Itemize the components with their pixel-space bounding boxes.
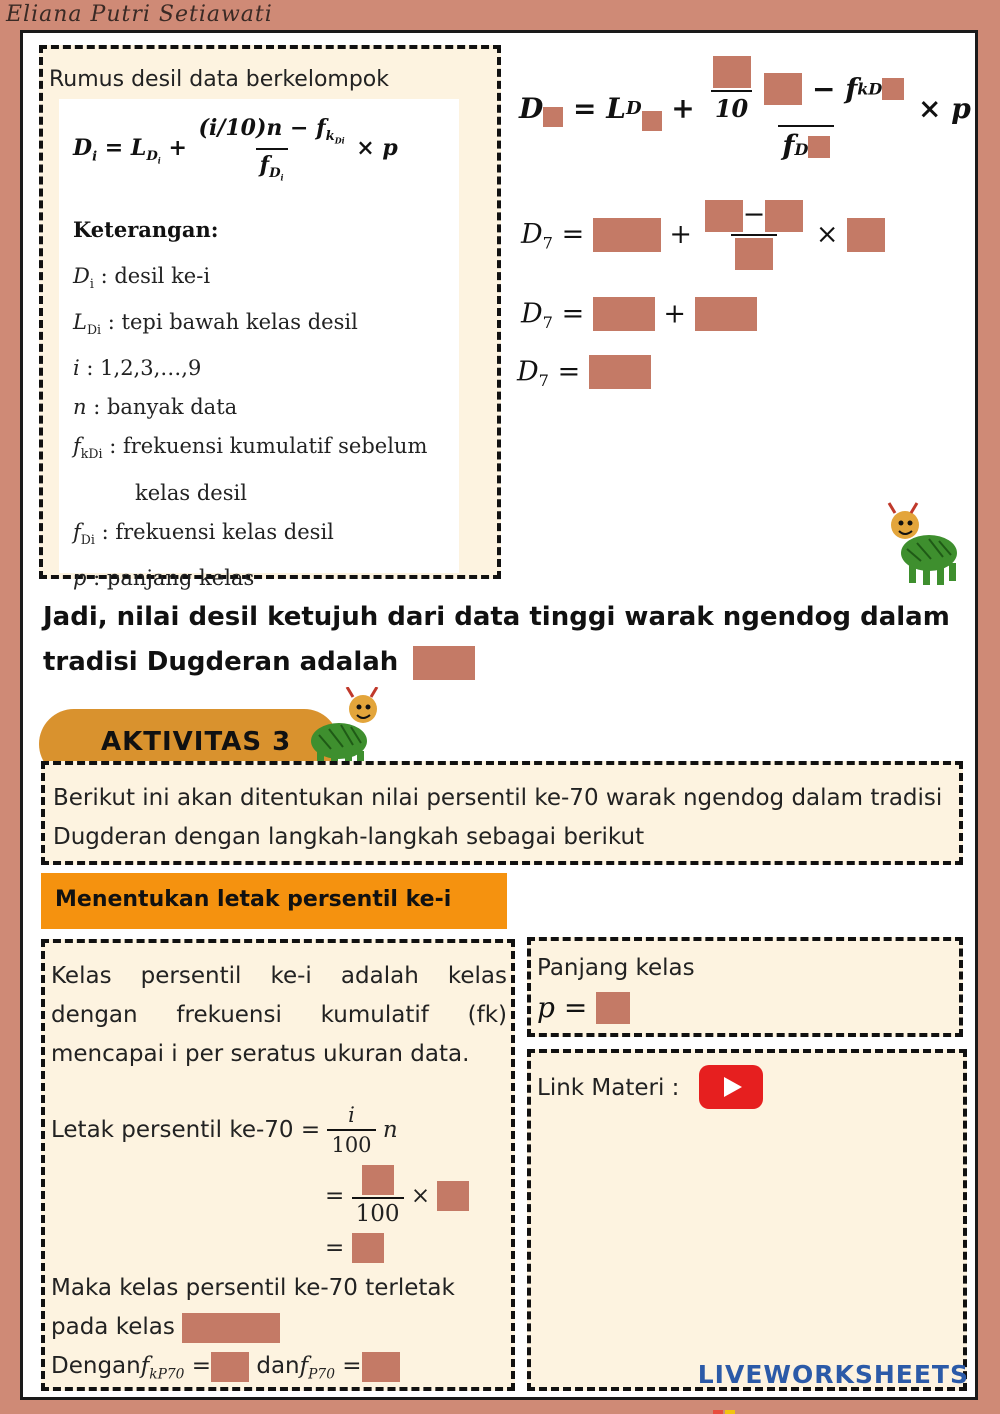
formula-card (59, 99, 459, 590)
class-length-equation: p = (537, 989, 630, 1024)
decile-general-equation: D = LD + 10 − fkD fD × p (519, 55, 971, 162)
answer-blank-n[interactable] (764, 73, 802, 105)
section-title-bar: Menentukan letak persentil ke-i (41, 873, 507, 929)
answer-blank-percentile-class[interactable] (182, 1313, 280, 1343)
activity-intro-box (41, 761, 963, 865)
percentile-location-formula: Letak persentil ke-70 = $\frac{i}{100}$ n (51, 1103, 398, 1157)
link-materi-label: Link Materi : (537, 1075, 680, 1101)
answer-blank-d7-result[interactable] (589, 355, 651, 389)
d7-sum-row: $D_7$ = + (521, 297, 757, 332)
answer-blank-cumulative-frequency[interactable] (211, 1352, 249, 1382)
answer-blank-final-decile[interactable] (413, 646, 475, 680)
answer-blank-lower-bound[interactable] (593, 218, 661, 252)
percentile-definition: Kelas persentil ke-i adalah kelas dengan frekuensi kumulatif (fk) mencapai i per seratus ukuran data. (51, 963, 507, 1067)
activity-intro-text: Berikut ini akan ditentukan nilai persentil ke-70 warak ngendog dalam tradisi Dugderan dengan langkah-langkah sebagai berikut (53, 785, 943, 850)
author-signature: Eliana Putri Setiawati (6, 2, 273, 27)
legend-item: p : panjang kelas (73, 565, 255, 590)
answer-blank-index[interactable] (642, 111, 662, 131)
answer-blank-sum-first[interactable] (593, 297, 655, 331)
youtube-icon[interactable] (699, 1065, 763, 1109)
conclusion-text: Jadi, nilai desil ketujuh dari data tinggi warak ngendog dalam tradisi Dugderan adalah (43, 595, 973, 685)
worksheet-page (20, 30, 978, 1400)
liveworksheets-logo-icon (713, 1410, 735, 1414)
formula-box (39, 45, 501, 590)
answer-blank-cumulative-frequency[interactable] (765, 200, 803, 232)
legend-item: i : 1,2,3,…,9 (73, 356, 202, 381)
answer-blank-class-length[interactable] (596, 992, 630, 1024)
answer-blank-index[interactable] (808, 136, 830, 158)
answer-blank-i[interactable] (362, 1165, 394, 1195)
decile-formula: $D_i = L_{D_i}$ + $\frac{(i/10)n - f_{k_{Di}}}{f_{D_i}}$ × p (73, 115, 398, 184)
legend-item: $f_{Di}$ : frekuensi kelas desil (73, 519, 334, 547)
percentile-class-statement: Maka kelas persentil ke-70 terletak pada kelas Denganf$_{kP70}$ = danf$_{P70}$ = (51, 1275, 455, 1383)
legend-item: $D_i$ : desil ke-i (73, 264, 211, 292)
percentile-location-box (41, 939, 515, 1391)
legend-item: $L_{Di}$ : tepi bawah kelas desil (73, 310, 358, 338)
legend-list (73, 257, 453, 598)
class-length-label: Panjang kelas (537, 955, 695, 981)
class-length-box (527, 937, 963, 1037)
percentile-substitution: = 100 × (325, 1165, 469, 1227)
percentile-result: = (325, 1233, 384, 1263)
answer-blank-class-frequency[interactable] (362, 1352, 400, 1382)
answer-blank-class-frequency[interactable] (735, 238, 773, 270)
answer-blank-sum-second[interactable] (695, 297, 757, 331)
legend-item: n : banyak data (73, 395, 238, 420)
answer-blank-class-length[interactable] (847, 218, 885, 252)
liveworksheets-watermark: LIVEWORKSHEETS (697, 1360, 969, 1389)
answer-blank-position[interactable] (705, 200, 743, 232)
keterangan-heading: Keterangan: (73, 217, 219, 242)
d7-result-row: $D_7$ = (517, 355, 651, 390)
warak-ngendog-icon (881, 501, 963, 591)
answer-blank-index[interactable] (543, 107, 563, 127)
legend-item: kelas desil (135, 480, 247, 505)
d7-substitution-row: $D_7$ = + − × (521, 199, 885, 270)
formula-box-title: Rumus desil data berkelompok (49, 67, 390, 92)
answer-blank-index[interactable] (882, 78, 904, 100)
legend-item: $f_{kDi}$ : frekuensi kumulatif sebelum (73, 434, 428, 462)
answer-blank-location[interactable] (352, 1233, 384, 1263)
answer-blank-i[interactable] (713, 56, 751, 88)
answer-blank-n[interactable] (437, 1181, 469, 1211)
activity-badge: AKTIVITAS 3 (39, 709, 339, 779)
